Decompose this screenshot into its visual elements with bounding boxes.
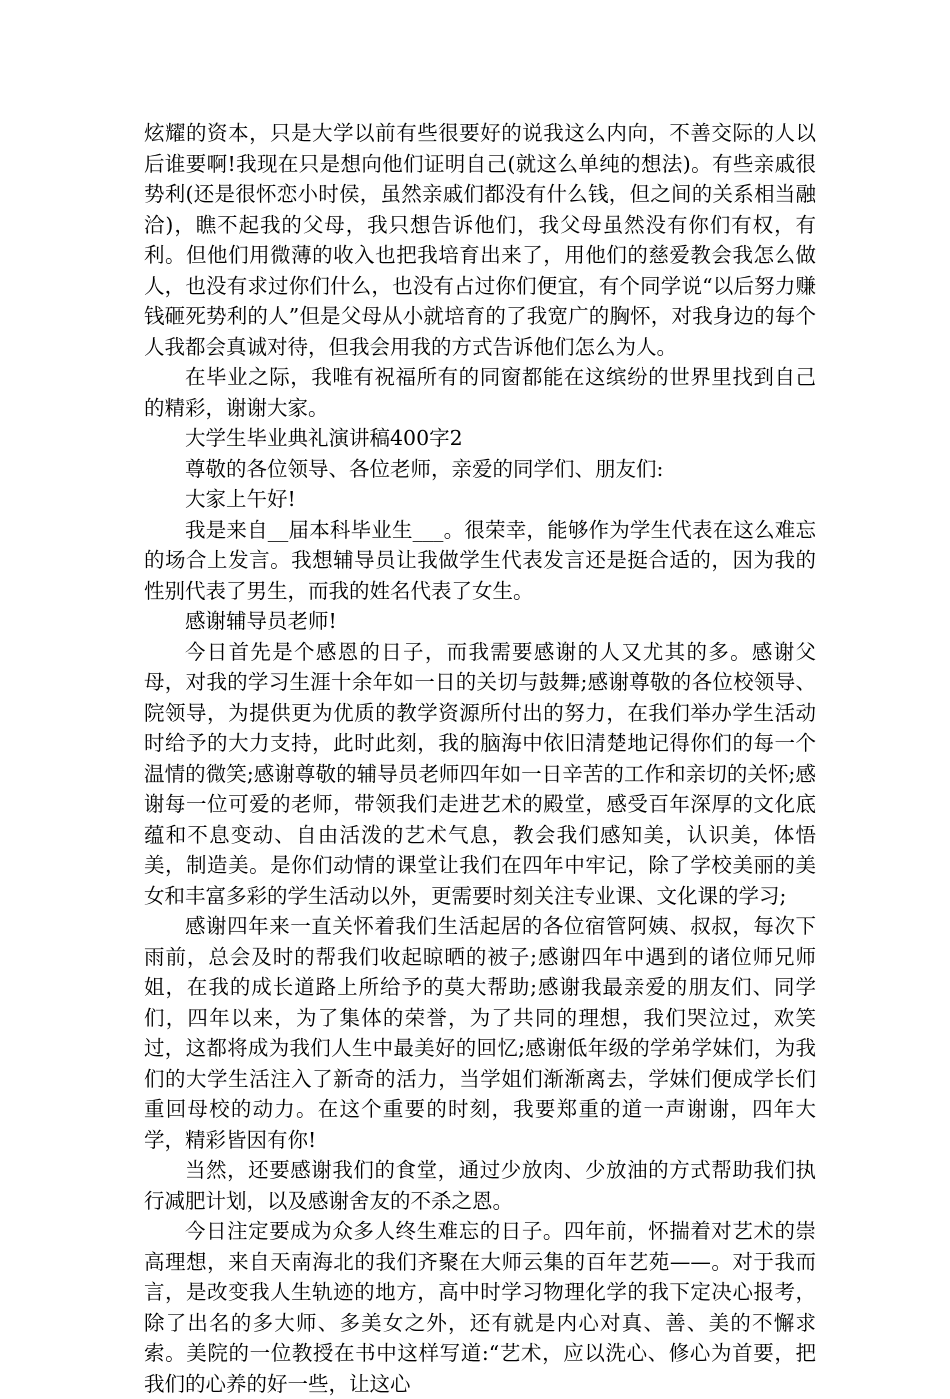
paragraph-gratitude: 今日首先是个感恩的日子，而我需要感谢的人又尤其的多。感谢父母，对我的学习生涯十余年如一日的关切与鼓舞;感谢尊敬的各位校领导、院领导，为提供更为优质的教学资源所付出的努力，在我们举办学生活动时给予的大力支持，此时此刻，我的脑海中依旧清楚地记得你们的每一个温情的微笑;感谢尊敬的辅导员老师四年如一日辛苦的工作和亲切的关怀;感谢每一位可爱的老师，带领我们走进艺术的殿堂，感受百年深厚的文化底蕴和不息变动、自由活泼的艺术气息，教会我们感知美，认识美，体悟美，制造美。是你们动情的课堂让我们在四年中牢记，除了学校美丽的美女和丰富多彩的学生活动以外，更需要时刻关注专业课、文化课的学习; (144, 639, 816, 908)
greeting: 大家上午好! (185, 487, 296, 511)
paragraph-thanks-dorm: 感谢四年来一直关怀着我们生活起居的各位宿管阿姨、叔叔，每次下雨前，总会及时的帮我们收起晾晒的被子;感谢四年中遇到的诸位师兄师姐，在我的成长道路上所给予的莫大帮助;感谢我最亲爱的朋友们、同学们，四年以来，为了集体的荣誉，为了共同的理想，我们哭泣过，欢笑过，这都将成为我们人生中最美好的回忆;感谢低年级的学弟学妹们，为我们的大学生活注入了新奇的活力，当学姐们渐渐离去，学妹们便成学长们重回母校的动力。在这个重要的时刻，我要郑重的道一声谢谢，四年大学，精彩皆因有你! (144, 914, 816, 1152)
document-page (144, 118, 816, 1399)
paragraph-2: 在毕业之际，我唯有祝福所有的同窗都能在这缤纷的世界里找到自己的精彩，谢谢大家。 (144, 365, 816, 420)
section-heading: 大学生毕业典礼演讲稿400字2 (185, 426, 463, 450)
salutation: 尊敬的各位领导、各位老师，亲爱的同学们、朋友们: (185, 456, 664, 481)
paragraph-thanks-counselor: 感谢辅导员老师! (185, 609, 337, 633)
paragraph-thanks-canteen: 当然，还要感谢我们的食堂，通过少放肉、少放油的方式帮助我们执行减肥计划，以及感谢舍友的不杀之恩。 (144, 1158, 816, 1213)
paragraph-memorable-day: 今日注定要成为众多人终生难忘的日子。四年前，怀揣着对艺术的崇高理想，来自天南海北的我们齐聚在大师云集的百年艺苑——。对于我而言，是改变我人生轨迹的地方，高中时学习物理化学的我下定决心报考，除了出名的多大师、多美女之外，还有就是内心对真、善、美的不懈求索。美院的一位教授在书中这样写道:“艺术，应以洗心、修心为首要，把我们的心养的好一些，让这心 (144, 1219, 816, 1396)
paragraph-1: 炫耀的资本，只是大学以前有些很要好的说我这么内向，不善交际的人以后谁要啊!我现在只是想向他们证明自己(就这么单纯的想法)。有些亲戚很势利(还是很怀恋小时侯，虽然亲戚们都没有什么钱，但之间的关系相当融洽)，瞧不起我的父母，我只想告诉他们，我父母虽然没有你们有权，有利。但他们用微薄的收入也把我培育出来了，用他们的慈爱教会我怎么做人，也没有求过你们什么，也没有占过你们便宜，有个同学说“以后努力赚钱砸死势利的人”但是父母从小就培育的了我宽广的胸怀，对我身边的每个人我都会真诚对待，但我会用我的方式告诉他们怎么为人。 (144, 121, 816, 359)
paragraph-intro: 我是来自__届本科毕业生___。很荣幸，能够作为学生代表在这么难忘的场合上发言。我想辅导员让我做学生代表发言还是挺合适的，因为我的性别代表了男生，而我的姓名代表了女生。 (144, 517, 816, 603)
